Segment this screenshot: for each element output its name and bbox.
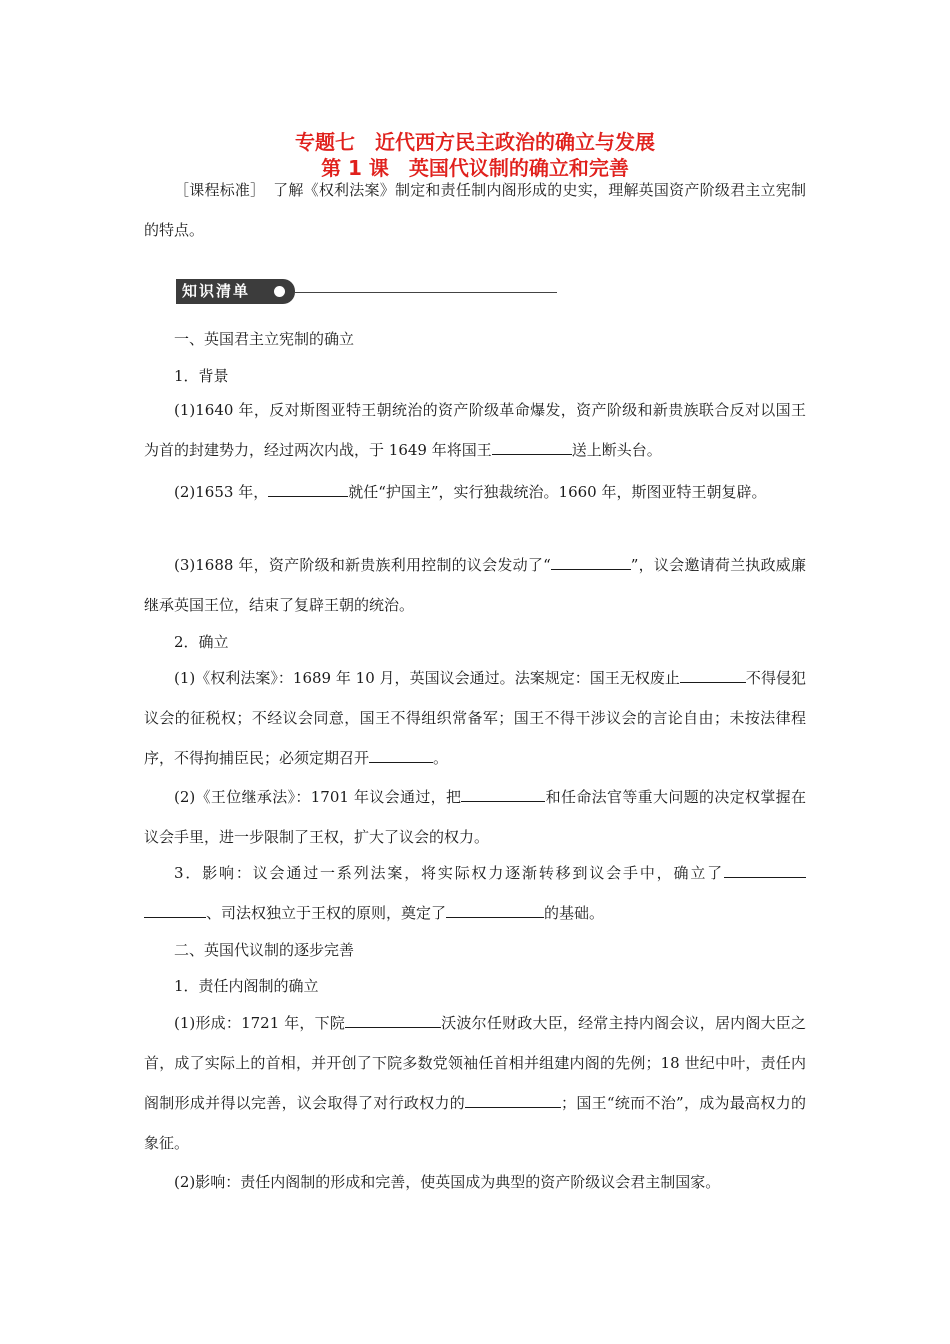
topic-title: 专题七 近代西方民主政治的确立与发展 [295, 130, 655, 154]
fill-blank[interactable] [680, 668, 746, 683]
paragraph-1688: (3)1688 年，资产阶级和新贵族利用控制的议会发动了“ ”，议会邀请荷兰执政威廉继承英国王位，结束了复辟王朝的统治。 [144, 556, 806, 614]
section-heading-1: 一、英国君主立宪制的确立 [174, 330, 355, 348]
subheading-cabinet: 1．责任内阁制的确立 [174, 977, 319, 995]
fill-blank[interactable] [724, 863, 806, 878]
fill-blank[interactable] [465, 1093, 561, 1108]
section-heading-2: 二、英国代议制的逐步完善 [174, 941, 355, 959]
paragraph-influence: 3．影响：议会通过一系列法案，将实际权力逐渐转移到议会手中，确立了、司法权独立于王权的原则，奠定了 的基础。 [144, 853, 806, 933]
fill-blank[interactable] [268, 482, 348, 497]
fill-blank[interactable] [551, 555, 631, 570]
divider-line [295, 292, 557, 293]
fill-blank[interactable] [446, 903, 544, 918]
lesson-title: 第 1 课 英国代议制的确立和完善 [321, 156, 629, 180]
fill-blank[interactable] [461, 787, 545, 802]
subheading-background: 1．背景 [174, 367, 229, 385]
paragraph-1640: (1)1640 年，反对斯图亚特王朝统治的资产阶级革命爆发，资产阶级和新贵族联合反对以国王为首的封建势力，经过两次内战，于 1649 年将国王 送上断头台。 [144, 401, 806, 459]
curriculum-standard: ［课程标准］ 了解《权利法案》制定和责任制内阁形成的史实，理解英国资产阶级君主立宪制的特点。 [144, 181, 806, 239]
paragraph-1653: (2)1653 年， 就任“护国主”，实行独裁统治。1660 年，斯图亚特王朝复辟。 [174, 483, 767, 501]
fill-blank[interactable] [492, 440, 572, 455]
badge-label: 知识清单 [176, 279, 295, 304]
paragraph-formation: (1)形成：1721 年，下院 沃波尔任财政大臣，经常主持内阁会议，居内阁大臣之首，成了实际上的首相，并开创了下院多数党领袖任首相并组建内阁的先例；18 世纪中叶，责任内阁制形成并得以完善，议会取得了对行政权力的 ；国王“统而不治”，成为最高权力的象征。 [144, 1014, 806, 1152]
paragraph-bill-of-rights: (1)《权利法案》：1689 年 10 月，英国议会通过。法案规定：国王无权废止 不得侵犯议会的征税权；不经议会同意，国王不得组织常备军；国王不得干涉议会的言论自由；未按法律程序，不得拘捕臣民；必须定期召开 。 [144, 669, 806, 767]
fill-blank[interactable] [144, 903, 206, 918]
section-badge [176, 279, 576, 307]
subheading-establishment: 2．确立 [174, 633, 229, 651]
fill-blank[interactable] [345, 1013, 441, 1028]
fill-blank[interactable] [369, 748, 433, 763]
paragraph-act-of-settlement: (2)《王位继承法》：1701 年议会通过，把 和任命法官等重大问题的决定权掌握在议会手里，进一步限制了王权，扩大了议会的权力。 [144, 788, 806, 846]
bullet-dot-icon [274, 286, 285, 297]
paragraph-cabinet-impact: (2)影响：责任内阁制的形成和完善，使英国成为典型的资产阶级议会君主制国家。 [174, 1173, 721, 1191]
